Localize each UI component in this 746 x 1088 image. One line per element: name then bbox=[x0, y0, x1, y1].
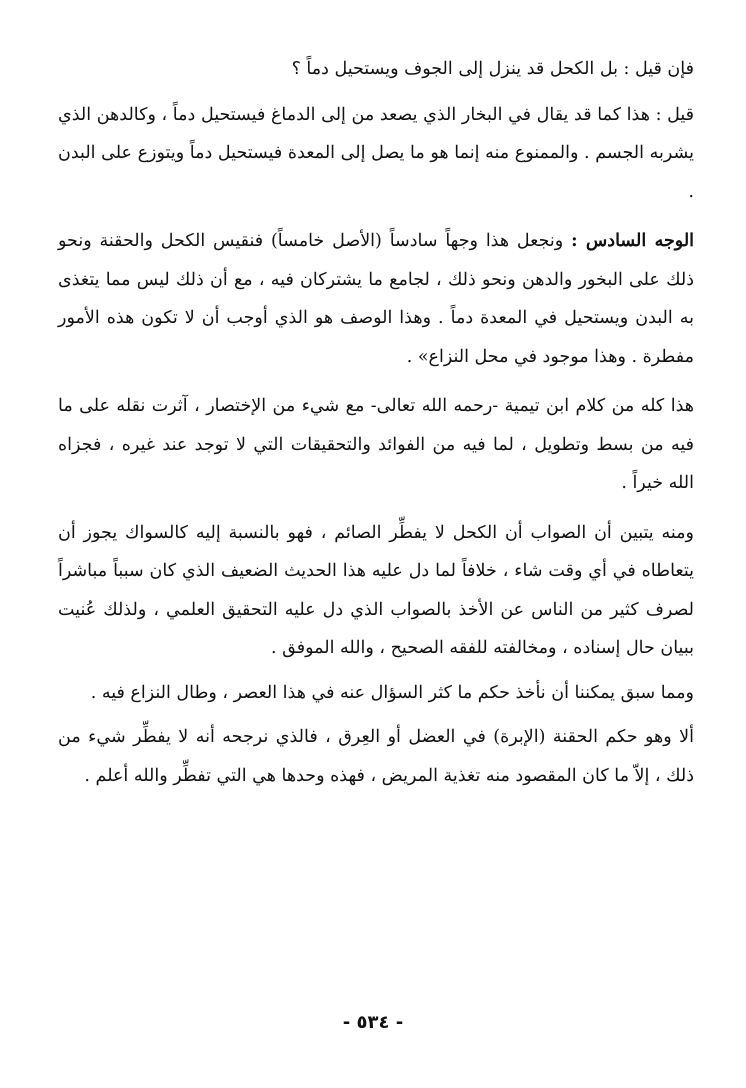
paragraph bbox=[58, 718, 694, 795]
paragraph-text: هذا كله من كلام ابن تيمية -رحمه الله تعالى- مع شيء من الإختصار ، آثرت نقله على ما فيه من بسط وتطويل ، لما فيه من الفوائد والتحقيقات التي لا توجد عند غيره ، فجزاه الله خيراً . bbox=[58, 396, 694, 493]
page-number: - ٥٣٤ - bbox=[342, 1012, 404, 1033]
paragraph bbox=[58, 387, 694, 503]
page-body bbox=[58, 50, 694, 795]
paragraph bbox=[58, 96, 694, 212]
paragraph-text: ومنه يتبين أن الصواب أن الكحل لا يفطِّر الصائم ، فهو بالنسبة إليه كالسواك يجوز أن يتعاطاه في أي وقت شاء ، خلافاً لما دل عليه هذا الحديث الضعيف الذي كان سبباً مباشراً لصرف كثير من الناس عن الأخذ بالصواب الذي دل عليه التحقيق العلمي ، ولذلك عُنيت ببيان حال إسناده ، ومخالفته للفقه الصحيح ، والله الموفق . bbox=[58, 522, 694, 658]
paragraph-text: ألا وهو حكم الحقنة (الإبرة) في العضل أو العِرق ، فالذي نرجحه أنه لا يفطِّر شيء من ذلك ، إلاّ ما كان المقصود منه تغذية المريض ، فهذه وحدها هي التي تفطِّر والله أعلم . bbox=[58, 727, 694, 786]
paragraph-text: ونجعل هذا وجهاً سادساً (الأصل خامساً) فنقيس الكحل والحقنة ونحو ذلك على البخور والدهن ونحو ذلك ، لجامع ما يشتركان فيه ، مع أن ذلك ليس مما يتغذى به البدن ويستحيل في المعدة دماً . وهذا الوصف هو الذي أوجب أن لا تكون هذه الأمور مفطرة . وهذا موجود في محل النزاع» . bbox=[58, 231, 694, 367]
paragraph bbox=[58, 514, 694, 668]
paragraph-text: قيل : هذا كما قد يقال في البخار الذي يصعد من إلى الدماغ فيستحيل دماً ، وكالدهن الذي يشربه الجسم . والممنوع منه إنما هو ما يصل إلى المعدة فيستحيل دماً ويتوزع على البدن . bbox=[58, 104, 694, 202]
paragraph-text: ومما سبق يمكننا أن نأخذ حكم ما كثر السؤال عنه في هذا العصر ، وطال النزاع فيه . bbox=[90, 682, 694, 703]
paragraph-text: فإن قيل : بل الكحل قد ينزل إلى الجوف ويستحيل دماً ؟ bbox=[291, 59, 694, 79]
paragraph bbox=[58, 222, 694, 376]
paragraph bbox=[58, 674, 694, 713]
section-heading: الوجه السادس : bbox=[571, 231, 695, 251]
paragraph bbox=[58, 50, 694, 89]
